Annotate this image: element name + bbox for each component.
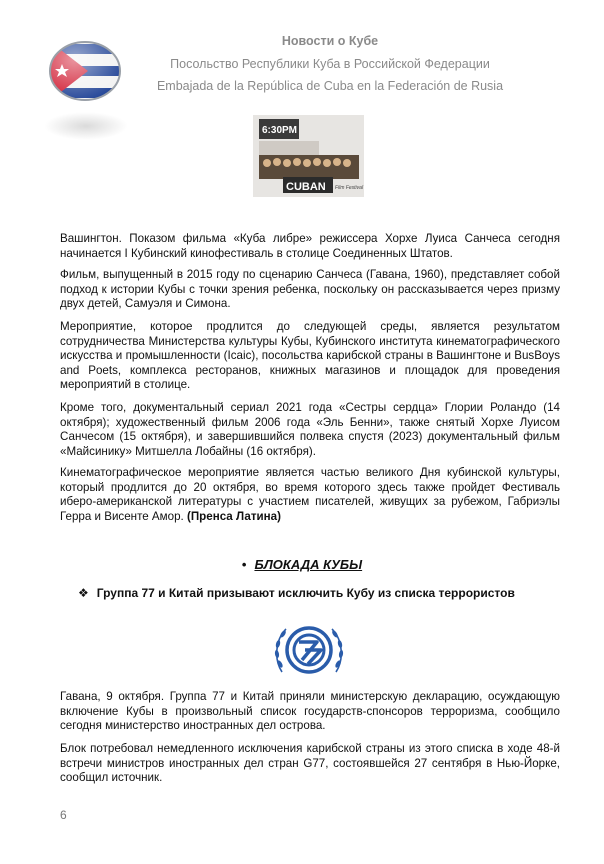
header-embassy-ru: Посольство Республики Куба в Российской Федерации bbox=[170, 57, 490, 71]
header-embassy-es: Embajada de la República de Cuba en la Federación de Rusia bbox=[156, 79, 504, 93]
article1-paragraph-5 bbox=[60, 466, 560, 524]
poster-brand: CUBAN bbox=[286, 181, 326, 193]
article1-source: (Пренса Латина) bbox=[186, 509, 281, 523]
header-title: Новости о Кубе bbox=[281, 34, 379, 48]
article2-headline-row bbox=[78, 586, 558, 600]
page-number: 6 bbox=[60, 808, 67, 822]
film-festival-poster bbox=[253, 115, 364, 197]
article1-paragraph-1: Вашингтон. Показом фильма «Куба либре» режиссера Хорхе Луиса Санчеса сегодня начинается I Кубинский кинофестиваль в столице Соединенных Штатов. bbox=[60, 232, 560, 260]
article1-paragraph-2: Фильм, выпущенный в 2015 году по сценарию Санчеса (Гавана, 1960), представляет собой подход к истории Кубы с точки зрения ребенка, поскольку он рассказывается через призму двух детей, Самуэля и Симона. bbox=[60, 268, 560, 311]
article1-paragraph-4: Кроме того, документальный сериал 2021 года «Сестры сердца» Глории Роландо (14 октября); художественный фильм 2006 года «Эль Бенни», также снятый Хорхе Луисом Санчесом (15 октября), и завершившийся полвека спустя (2023) документальный фильм «Майсинику» Митшелла Лобайны (16 октября). bbox=[60, 401, 560, 458]
section-bullet: • bbox=[241, 557, 247, 572]
article2-paragraph-1: Гавана, 9 октября. Группа 77 и Китай приняли министерскую декларацию, осуждающую включение Кубы в произвольный список государств-спонсоров терроризма, сообщило сегодня министерство иностранных дел острова. bbox=[60, 690, 560, 733]
article1-paragraph-3: Мероприятие, которое продлится до следующей среды, является результатом сотрудничества Министерства культуры Кубы, Кубинского института кинематографического искусства и промышленности (Icaic), посольства карибской страны в Вашингтоне и BusBoys and Poets, комплекса ресторанов, книжных магазинов и площадок для проведения мероприятий в столице. bbox=[60, 320, 560, 392]
logo-shadow bbox=[44, 112, 128, 140]
diamond-bullet-icon: ❖ bbox=[78, 586, 89, 600]
poster-time: 6:30PM bbox=[262, 125, 298, 136]
article2-paragraph-2: Блок потребовал немедленного исключения карибской страны из этого списка в ходе 48-й встречи министров иностранных дел стран G77, состоявшейся 27 сентября в Нью-Йорке, сообщил источник. bbox=[60, 742, 560, 785]
g77-emblem-icon bbox=[272, 620, 346, 682]
article2-headline: Группа 77 и Китай призывают исключить Кубу из списка террористов bbox=[96, 586, 515, 600]
article1-paragraph-5-text: Кинематографическое мероприятие является частью великого Дня кубинской культуры, который продлится до 20 октября, во время которого здесь также пройдет Фестиваль иберо-американской литературы с участием писателей, живущих за рубежом, Габриэлы Герра и Висенте Амор. bbox=[60, 466, 560, 523]
poster-subtitle: Film Festival bbox=[335, 185, 364, 191]
page-header bbox=[0, 0, 604, 110]
section-title: БЛОКАДА КУБЫ bbox=[254, 557, 363, 572]
section-heading bbox=[0, 557, 604, 572]
